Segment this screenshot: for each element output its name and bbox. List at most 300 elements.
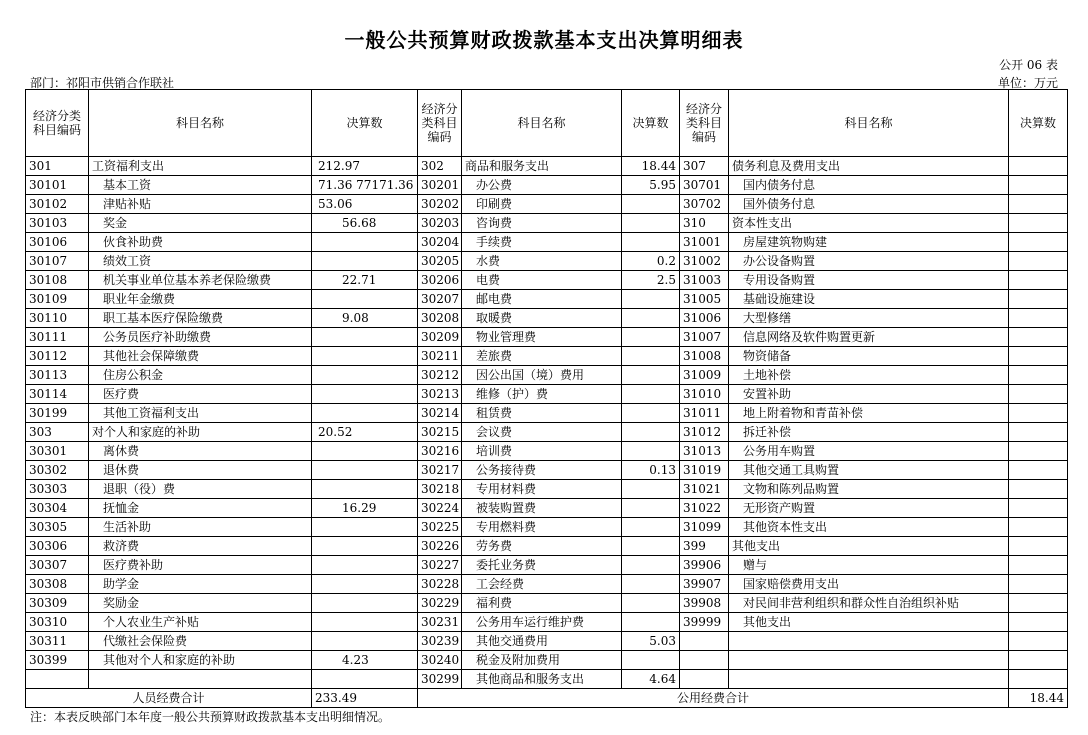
amount-cell [312,233,418,252]
name-cell: 印刷费 [462,195,622,214]
name-cell: 其他支出 [729,537,1009,556]
name-cell: 伙食补助费 [89,233,312,252]
code-cell: 30301 [26,442,89,461]
amount-cell [312,252,418,271]
name-cell: 其他资本性支出 [729,518,1009,537]
table-row [26,347,1068,366]
name-cell: 安置补助 [729,385,1009,404]
table-row [26,309,1068,328]
amount-cell [622,651,680,670]
name-cell: 公务接待费 [462,461,622,480]
table-row [26,214,1068,233]
code-cell: 30310 [26,613,89,632]
table-row [26,271,1068,290]
amount-cell [622,613,680,632]
amount-cell [1009,670,1068,689]
amount-cell: 53.06 [312,195,418,214]
amount-cell [622,518,680,537]
amount-cell [1009,347,1068,366]
name-cell: 被装购置费 [462,499,622,518]
totals-row [26,689,1068,708]
amount-cell [622,347,680,366]
code-cell: 39906 [680,556,729,575]
code-cell: 30227 [418,556,462,575]
name-cell: 其他工资福利支出 [89,404,312,423]
code-cell [680,632,729,651]
table-row [26,157,1068,176]
code-cell: 30304 [26,499,89,518]
code-cell: 31019 [680,461,729,480]
table-row [26,651,1068,670]
amount-cell: 22.71 [312,271,418,290]
amount-cell [312,575,418,594]
amount-cell [1009,632,1068,651]
amount-cell [1009,442,1068,461]
name-cell: 大型修缮 [729,309,1009,328]
name-cell: 专用设备购置 [729,271,1009,290]
code-cell: 30228 [418,575,462,594]
code-cell: 30212 [418,366,462,385]
code-cell: 30308 [26,575,89,594]
code-cell: 30226 [418,537,462,556]
name-cell: 债务利息及费用支出 [729,157,1009,176]
name-cell: 退休费 [89,461,312,480]
name-cell: 其他支出 [729,613,1009,632]
amount-cell [312,480,418,499]
amount-cell [312,632,418,651]
name-cell [729,651,1009,670]
header-name-1: 科目名称 [89,90,312,157]
code-cell: 30203 [418,214,462,233]
amount-cell [312,537,418,556]
code-cell: 31006 [680,309,729,328]
table-row [26,176,1068,195]
amount-cell [312,442,418,461]
code-cell: 30214 [418,404,462,423]
table-row [26,366,1068,385]
department-label: 部门：祁阳市供销合作联社 [30,76,175,90]
amount-cell [622,556,680,575]
table-row [26,461,1068,480]
name-cell: 公务员医疗补助缴费 [89,328,312,347]
amount-cell [622,290,680,309]
table-row [26,195,1068,214]
header-amount-1: 决算数 [312,90,418,157]
amount-cell [1009,537,1068,556]
code-cell: 30307 [26,556,89,575]
code-cell: 30106 [26,233,89,252]
name-cell: 职业年金缴费 [89,290,312,309]
code-cell: 307 [680,157,729,176]
amount-cell [622,499,680,518]
personnel-total-value: 233.49 [312,689,418,708]
form-number: 公开 06 表 [999,58,1058,72]
name-cell: 差旅费 [462,347,622,366]
amount-cell [1009,518,1068,537]
code-cell: 30101 [26,176,89,195]
name-cell: 职工基本医疗保险缴费 [89,309,312,328]
name-cell: 委托业务费 [462,556,622,575]
name-cell: 退职（役）费 [89,480,312,499]
table-row [26,632,1068,651]
table-row [26,670,1068,689]
table-row [26,328,1068,347]
header-code-3: 经济分类科目编码 [680,90,729,157]
code-cell: 30109 [26,290,89,309]
code-cell: 30239 [418,632,462,651]
table-row [26,480,1068,499]
code-cell: 30305 [26,518,89,537]
amount-cell [312,613,418,632]
amount-cell: 56.68 [312,214,418,233]
code-cell: 30701 [680,176,729,195]
name-cell: 离休费 [89,442,312,461]
table-body [26,157,1068,689]
name-cell [729,670,1009,689]
code-cell: 30303 [26,480,89,499]
code-cell: 31007 [680,328,729,347]
name-cell: 地上附着物和青苗补偿 [729,404,1009,423]
name-cell: 助学金 [89,575,312,594]
table-row [26,556,1068,575]
name-cell: 国外债务付息 [729,195,1009,214]
code-cell: 31099 [680,518,729,537]
name-cell: 因公出国（境）费用 [462,366,622,385]
header-amount-3: 决算数 [1009,90,1068,157]
code-cell: 30111 [26,328,89,347]
name-cell: 其他交通费用 [462,632,622,651]
name-cell: 其他交通工具购置 [729,461,1009,480]
amount-cell [1009,480,1068,499]
amount-cell [1009,271,1068,290]
amount-cell [1009,157,1068,176]
name-cell: 代缴社会保险费 [89,632,312,651]
code-cell: 30205 [418,252,462,271]
code-cell: 30240 [418,651,462,670]
code-cell: 303 [26,423,89,442]
footnote: 注：本表反映部门本年度一般公共预算财政拨款基本支出明细情况。 [30,710,391,724]
code-cell: 30211 [418,347,462,366]
code-cell: 30114 [26,385,89,404]
table-row [26,290,1068,309]
code-cell: 31013 [680,442,729,461]
code-cell: 31021 [680,480,729,499]
code-cell: 31005 [680,290,729,309]
name-cell: 生活补助 [89,518,312,537]
name-cell: 培训费 [462,442,622,461]
name-cell: 奖金 [89,214,312,233]
name-cell: 救济费 [89,537,312,556]
name-cell: 福利费 [462,594,622,613]
name-cell: 津贴补贴 [89,195,312,214]
report-title: 一般公共预算财政拨款基本支出决算明细表 [344,28,744,52]
amount-cell: 5.03 [622,632,680,651]
table-row [26,252,1068,271]
amount-cell [1009,385,1068,404]
amount-cell: 5.95 [622,176,680,195]
header-name-2: 科目名称 [462,90,622,157]
table-row [26,404,1068,423]
code-cell: 30209 [418,328,462,347]
name-cell: 奖励金 [89,594,312,613]
name-cell: 医疗费 [89,385,312,404]
code-cell: 30311 [26,632,89,651]
code-cell [680,670,729,689]
header-code-1: 经济分类科目编码 [26,90,89,157]
amount-cell [622,480,680,499]
public-total-label: 公用经费合计 [418,689,1009,708]
amount-cell [622,537,680,556]
code-cell: 31012 [680,423,729,442]
code-cell: 31001 [680,233,729,252]
amount-cell [622,233,680,252]
name-cell: 专用燃料费 [462,518,622,537]
code-cell: 30208 [418,309,462,328]
code-cell: 30202 [418,195,462,214]
table-row [26,575,1068,594]
header-code-2: 经济分类科目编码 [418,90,462,157]
amount-cell [622,214,680,233]
amount-cell [622,309,680,328]
code-cell: 30107 [26,252,89,271]
code-cell: 31003 [680,271,729,290]
code-cell: 31009 [680,366,729,385]
code-cell [680,651,729,670]
name-cell: 住房公积金 [89,366,312,385]
amount-cell [1009,556,1068,575]
amount-cell [312,328,418,347]
name-cell: 资本性支出 [729,214,1009,233]
code-cell: 31011 [680,404,729,423]
amount-cell [312,404,418,423]
code-cell [26,670,89,689]
name-cell: 邮电费 [462,290,622,309]
amount-cell [312,366,418,385]
amount-cell [622,195,680,214]
code-cell: 30108 [26,271,89,290]
name-cell: 手续费 [462,233,622,252]
table-row [26,423,1068,442]
name-cell: 国内债务付息 [729,176,1009,195]
code-cell: 30224 [418,499,462,518]
code-cell: 30213 [418,385,462,404]
name-cell: 专用材料费 [462,480,622,499]
table-row [26,613,1068,632]
code-cell: 30113 [26,366,89,385]
amount-cell [1009,366,1068,385]
amount-cell: 0.13 [622,461,680,480]
name-cell: 对民间非营利组织和群众性自治组织补贴 [729,594,1009,613]
amount-cell [312,347,418,366]
name-cell [89,670,312,689]
name-cell: 对个人和家庭的补助 [89,423,312,442]
name-cell: 其他商品和服务支出 [462,670,622,689]
name-cell: 绩效工资 [89,252,312,271]
name-cell: 维修（护）费 [462,385,622,404]
name-cell: 赠与 [729,556,1009,575]
amount-cell [312,670,418,689]
amount-cell [1009,651,1068,670]
name-cell: 咨询费 [462,214,622,233]
amount-cell [622,442,680,461]
code-cell: 30207 [418,290,462,309]
amount-cell [312,290,418,309]
name-cell: 文物和陈列品购置 [729,480,1009,499]
amount-cell [1009,195,1068,214]
code-cell: 310 [680,214,729,233]
name-cell: 公务用车购置 [729,442,1009,461]
name-cell: 其他对个人和家庭的补助 [89,651,312,670]
table-row [26,518,1068,537]
amount-cell [622,366,680,385]
public-total-value: 18.44 [1009,689,1068,708]
name-cell [729,632,1009,651]
amount-cell [1009,575,1068,594]
name-cell: 物资储备 [729,347,1009,366]
amount-cell [1009,404,1068,423]
amount-cell: 20.52 [312,423,418,442]
amount-cell [312,518,418,537]
amount-cell [1009,309,1068,328]
amount-cell [1009,233,1068,252]
code-cell: 30399 [26,651,89,670]
code-cell: 30702 [680,195,729,214]
name-cell: 电费 [462,271,622,290]
table-row [26,499,1068,518]
amount-cell [622,404,680,423]
table-row [26,385,1068,404]
name-cell: 机关事业单位基本养老保险缴费 [89,271,312,290]
expenditure-table [25,89,1068,708]
code-cell: 30218 [418,480,462,499]
code-cell: 30215 [418,423,462,442]
amount-cell: 4.23 [312,651,418,670]
code-cell: 31022 [680,499,729,518]
name-cell: 办公设备购置 [729,252,1009,271]
code-cell: 30309 [26,594,89,613]
name-cell: 基本工资 [89,176,312,195]
name-cell: 信息网络及软件购置更新 [729,328,1009,347]
amount-cell: 16.29 [312,499,418,518]
amount-cell [622,594,680,613]
code-cell: 399 [680,537,729,556]
name-cell: 会议费 [462,423,622,442]
amount-cell [1009,290,1068,309]
name-cell: 医疗费补助 [89,556,312,575]
amount-cell: 18.44 [622,157,680,176]
name-cell: 公务用车运行维护费 [462,613,622,632]
amount-cell [622,423,680,442]
code-cell: 30103 [26,214,89,233]
amount-cell [1009,423,1068,442]
name-cell: 水费 [462,252,622,271]
code-cell: 30299 [418,670,462,689]
name-cell: 无形资产购置 [729,499,1009,518]
code-cell: 39908 [680,594,729,613]
amount-cell: 4.64 [622,670,680,689]
code-cell: 30110 [26,309,89,328]
name-cell: 办公费 [462,176,622,195]
name-cell: 租赁费 [462,404,622,423]
code-cell: 30201 [418,176,462,195]
amount-cell: 71.36 77171.36 [312,176,418,195]
code-cell: 30229 [418,594,462,613]
code-cell: 30231 [418,613,462,632]
name-cell: 劳务费 [462,537,622,556]
amount-cell [622,328,680,347]
name-cell: 抚恤金 [89,499,312,518]
code-cell: 30206 [418,271,462,290]
amount-cell: 0.2 [622,252,680,271]
code-cell: 39907 [680,575,729,594]
code-cell: 30225 [418,518,462,537]
table-header-row [26,90,1068,157]
table-row [26,233,1068,252]
name-cell: 工资福利支出 [89,157,312,176]
name-cell: 商品和服务支出 [462,157,622,176]
code-cell: 30302 [26,461,89,480]
amount-cell [1009,252,1068,271]
amount-cell [1009,214,1068,233]
header-amount-2: 决算数 [622,90,680,157]
name-cell: 基础设施建设 [729,290,1009,309]
amount-cell [1009,176,1068,195]
amount-cell [312,556,418,575]
name-cell: 税金及附加费用 [462,651,622,670]
amount-cell: 212.97 [312,157,418,176]
name-cell: 拆迁补偿 [729,423,1009,442]
code-cell: 30216 [418,442,462,461]
table-row [26,442,1068,461]
name-cell: 房屋建筑物购建 [729,233,1009,252]
amount-cell [312,594,418,613]
amount-cell [312,461,418,480]
code-cell: 302 [418,157,462,176]
table-row [26,537,1068,556]
amount-cell [1009,594,1068,613]
amount-cell [622,385,680,404]
personnel-total-label: 人员经费合计 [26,689,312,708]
header-name-3: 科目名称 [729,90,1009,157]
name-cell: 国家赔偿费用支出 [729,575,1009,594]
table-row [26,594,1068,613]
name-cell: 土地补偿 [729,366,1009,385]
code-cell: 30199 [26,404,89,423]
code-cell: 30204 [418,233,462,252]
code-cell: 30217 [418,461,462,480]
amount-cell [1009,613,1068,632]
code-cell: 30112 [26,347,89,366]
name-cell: 取暖费 [462,309,622,328]
code-cell: 301 [26,157,89,176]
name-cell: 个人农业生产补贴 [89,613,312,632]
amount-cell [1009,328,1068,347]
code-cell: 30102 [26,195,89,214]
amount-cell: 9.08 [312,309,418,328]
code-cell: 31010 [680,385,729,404]
code-cell: 39999 [680,613,729,632]
amount-cell [1009,461,1068,480]
amount-cell: 2.5 [622,271,680,290]
code-cell: 31008 [680,347,729,366]
amount-cell [622,575,680,594]
code-cell: 30306 [26,537,89,556]
amount-cell [1009,499,1068,518]
name-cell: 物业管理费 [462,328,622,347]
unit-label: 单位：万元 [997,76,1058,90]
name-cell: 其他社会保障缴费 [89,347,312,366]
name-cell: 工会经费 [462,575,622,594]
